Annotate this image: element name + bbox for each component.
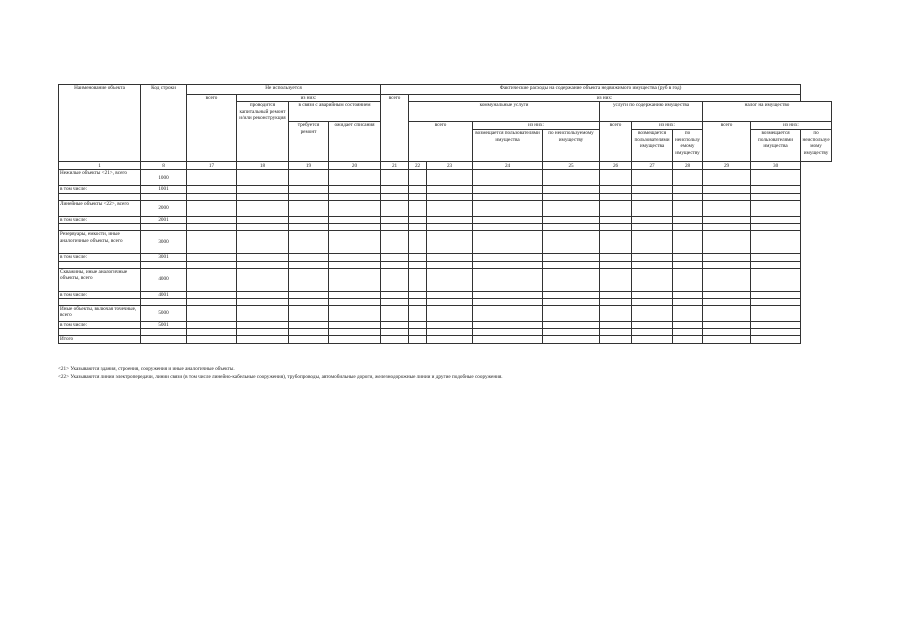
row-code: 2000 xyxy=(141,200,187,216)
row-label: Резервуары, емкости, иные аналогичные объекты, всего xyxy=(59,231,141,254)
table-row xyxy=(59,299,832,306)
total-label: Итого xyxy=(59,336,141,344)
row-label: Скважины, иные аналогичные объекты, всего xyxy=(59,268,141,291)
table-row xyxy=(59,200,832,216)
table-row xyxy=(59,291,832,298)
header-utilities-total: всего xyxy=(409,122,473,162)
header-utilities: коммунальные услуги xyxy=(409,102,600,122)
colnum: 8 xyxy=(141,162,187,170)
colnum: 25 xyxy=(543,162,600,170)
table-row xyxy=(59,254,832,261)
header-expenses-of-them: из них: xyxy=(409,95,801,102)
colnum: 19 xyxy=(289,162,329,170)
header-maintenance-of-them: из них: xyxy=(632,122,703,130)
row-code: 5001 xyxy=(141,322,187,329)
property-expenses-table xyxy=(58,84,832,344)
header-not-used-of-them: из них: xyxy=(237,95,381,102)
row-code: 5000 xyxy=(141,306,187,322)
colnum: 23 xyxy=(427,162,473,170)
row-code: 1000 xyxy=(141,170,187,186)
colnum: 28 xyxy=(673,162,703,170)
row-label: в том числе: xyxy=(59,216,141,223)
row-code: 3001 xyxy=(141,254,187,261)
header-code: Код строки xyxy=(141,85,187,162)
row-label: в том числе: xyxy=(59,254,141,261)
header-awaits-writeoff: ожидает списания xyxy=(329,122,381,162)
table-row xyxy=(59,224,832,231)
table-row xyxy=(59,329,832,336)
row-code: 4000 xyxy=(141,268,187,291)
row-code: 3000 xyxy=(141,231,187,254)
colnum: 17 xyxy=(187,162,237,170)
header-name: Наименование объекта xyxy=(59,85,141,162)
table-row xyxy=(59,322,832,329)
footnotes xyxy=(58,365,503,381)
colnum: 22 xyxy=(409,162,427,170)
header-maintenance-unused: по неиспользуемому имуществу xyxy=(673,130,703,162)
colnum: 20 xyxy=(329,162,381,170)
header-expenses: Фактические расходы на содержание объекта недвижимого имущества (руб в год) xyxy=(381,85,801,95)
row-label: в том числе: xyxy=(59,322,141,329)
header-not-used-total: всего xyxy=(187,95,237,162)
header-not-used: Не используется xyxy=(187,85,381,95)
table-row xyxy=(59,186,832,193)
header-expenses-total: всего xyxy=(381,95,409,162)
table-row xyxy=(59,170,832,186)
row-label: в том числе: xyxy=(59,186,141,193)
colnum: 1 xyxy=(59,162,141,170)
footnote-21: <21> Указываются здания, строения, сооружения и иные аналогичные объекты. xyxy=(58,366,235,372)
header-tax-total: всего xyxy=(703,122,751,162)
colnum: 24 xyxy=(473,162,543,170)
colnum: 18 xyxy=(237,162,289,170)
header-repair: проводится капитальный ремонт и/или реконструкция xyxy=(237,102,289,162)
header-maintenance-total: всего xyxy=(600,122,632,162)
colnum: 30 xyxy=(751,162,801,170)
header-tax-reimbursed: возмещается пользователями имущества xyxy=(751,130,801,162)
table-row xyxy=(59,306,832,322)
column-numbers-row xyxy=(59,162,832,170)
header-tax-of-them: из них: xyxy=(751,122,832,130)
row-code: 2001 xyxy=(141,216,187,223)
table-row xyxy=(59,216,832,223)
colnum: 26 xyxy=(600,162,632,170)
header-maintenance: услуги по содержанию имущества xyxy=(600,102,703,122)
header-needs-repair: требуется ремонт xyxy=(289,122,329,162)
row-label: в том числе: xyxy=(59,291,141,298)
row-code: 1001 xyxy=(141,186,187,193)
header-utilities-unused: по неиспользуемому имуществу xyxy=(543,130,600,162)
row-label: Линейные объекты <22>, всего xyxy=(59,200,141,216)
table-row xyxy=(59,261,832,268)
header-tax-unused: по неиспользуемому имуществу xyxy=(801,130,832,162)
row-code: 4001 xyxy=(141,291,187,298)
header-utilities-reimbursed: возмещается пользователями имущества xyxy=(473,130,543,162)
row-label: Нежилые объекты <21>, всего xyxy=(59,170,141,186)
header-emergency: в связи с аварийным состоянием xyxy=(289,102,381,122)
header-maintenance-reimbursed: возмещается пользователями имущества xyxy=(632,130,673,162)
table-row xyxy=(59,231,832,254)
colnum: 27 xyxy=(632,162,673,170)
colnum: 21 xyxy=(381,162,409,170)
table-row xyxy=(59,268,832,291)
total-row xyxy=(59,336,832,344)
table-row xyxy=(59,193,832,200)
header-utilities-of-them: из них: xyxy=(473,122,600,130)
row-label: Иные объекты, включая точечные, всего xyxy=(59,306,141,322)
property-report-sheet xyxy=(58,84,832,344)
colnum: 29 xyxy=(703,162,751,170)
footnote-22: <22> Указываются линии электропередачи, линии связи (в том числе линейно-кабельные сооружения), трубопроводы, автомобильные дороги, железнодорожные линии и другие подобные сооружения. xyxy=(58,374,503,380)
header-tax: налог на имущество xyxy=(703,102,832,122)
